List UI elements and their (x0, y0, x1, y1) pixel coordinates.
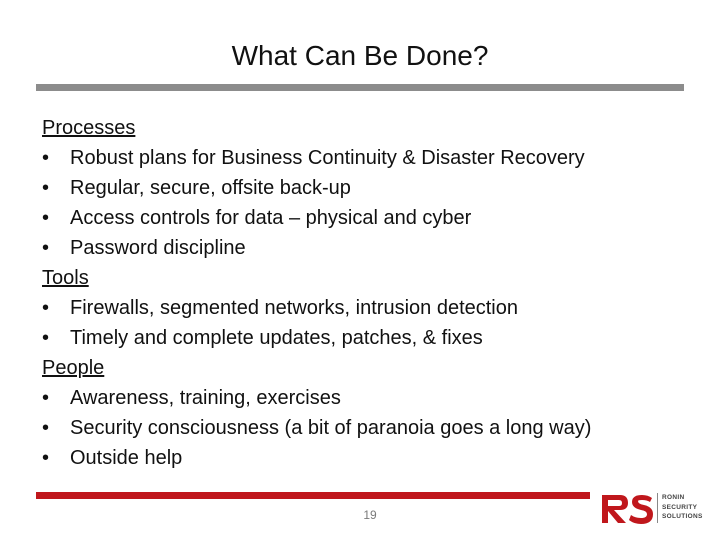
bullet-icon: • (42, 207, 50, 229)
list-item (42, 413, 682, 443)
footer-accent-bar (36, 492, 590, 499)
section-heading-tools: Tools (42, 267, 89, 289)
bullet-icon: • (42, 297, 50, 319)
list-item-text: Timely and complete updates, patches, & fixes (70, 327, 483, 349)
bullet-icon: • (42, 447, 50, 469)
list-item (42, 293, 682, 323)
list-item-text: Password discipline (70, 237, 246, 259)
slide-content (42, 113, 682, 473)
list-item-text: Access controls for data – physical and cyber (70, 207, 472, 229)
rs-logo-mark-icon (600, 489, 656, 529)
list-item-text: Security consciousness (a bit of paranoia goes a long way) (70, 417, 592, 439)
bullet-icon: • (42, 417, 50, 439)
logo-text-line: SOLUTIONS (662, 513, 703, 520)
company-logo (600, 489, 710, 529)
slide-title: What Can Be Done? (231, 40, 489, 71)
list-item (42, 323, 682, 353)
list-item-text: Regular, secure, offsite back-up (70, 177, 351, 199)
bullet-icon: • (42, 237, 50, 259)
bullet-icon: • (42, 327, 50, 349)
section-heading-processes: Processes (42, 117, 136, 139)
logo-divider (657, 493, 658, 523)
bullet-icon: • (42, 177, 50, 199)
list-item (42, 443, 682, 473)
logo-text-line: RONIN (662, 494, 685, 501)
list-item-text: Awareness, training, exercises (70, 387, 341, 409)
list-item-text: Robust plans for Business Continuity & Disaster Recovery (70, 147, 585, 169)
list-item-text: Outside help (70, 447, 183, 469)
logo-text-line: SECURITY (662, 503, 698, 511)
list-item (42, 203, 682, 233)
logo-text (662, 493, 703, 522)
page-number: 19 (363, 508, 377, 522)
list-item (42, 143, 682, 173)
list-item (42, 173, 682, 203)
section-heading-people: People (42, 357, 105, 379)
list-item-text: Firewalls, segmented networks, intrusion detection (70, 297, 518, 319)
title-divider (36, 84, 684, 91)
list-item (42, 383, 682, 413)
bullet-icon: • (42, 147, 50, 169)
bullet-icon: • (42, 387, 50, 409)
list-item (42, 233, 682, 263)
